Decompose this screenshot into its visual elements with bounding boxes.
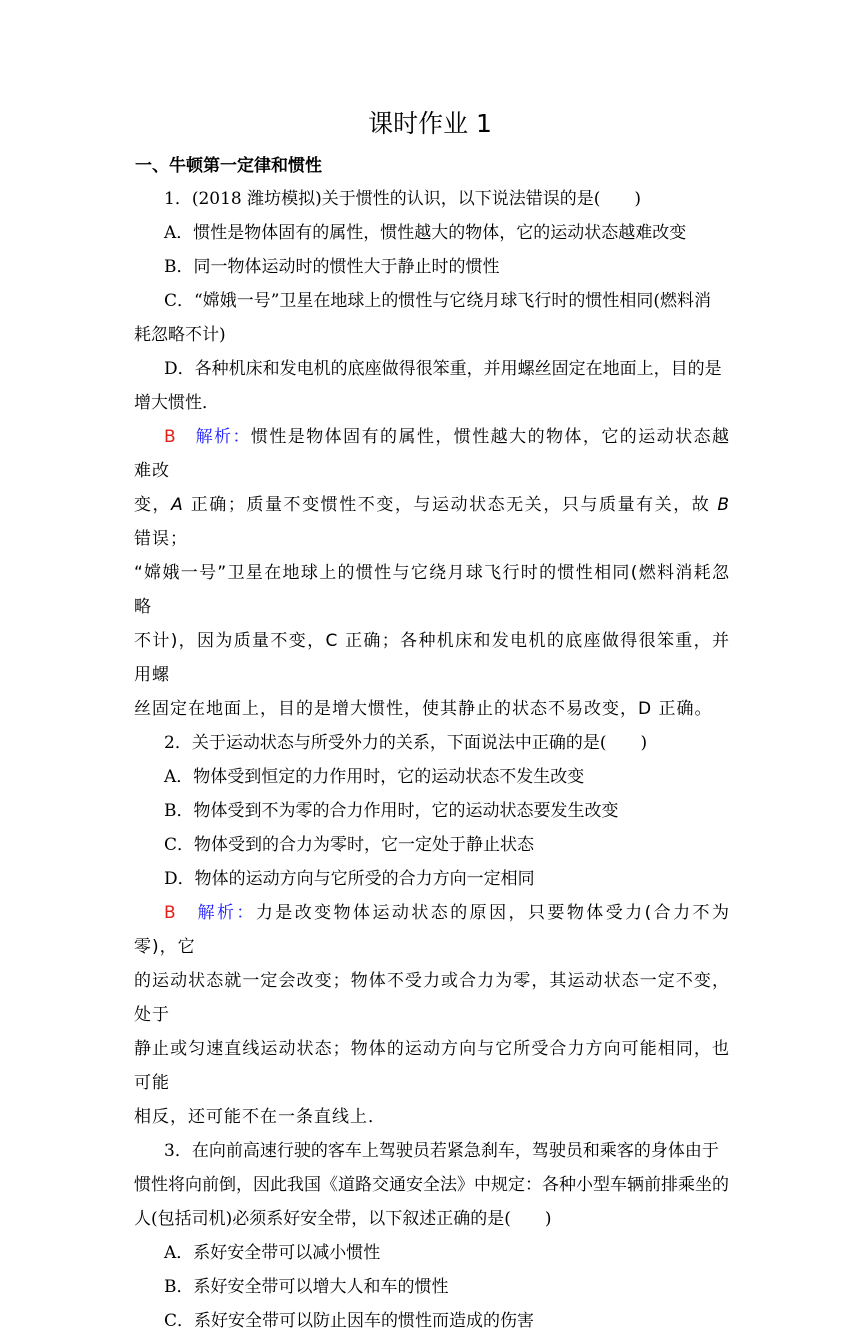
q1-explanation-line3: “嫦娥一号”卫星在地球上的惯性与它绕月球飞行时的惯性相同(燃料消耗忽略 <box>134 563 730 617</box>
q1-exp-text: 正确；质量不变惯性不变，与运动状态无关，只与质量有关，故 <box>183 495 718 515</box>
q1-answer: B <box>164 427 177 447</box>
q2-explanation-line2: 的运动状态就一定会改变；物体不受力或合力为零，其运动状态一定不变，处于 <box>134 971 730 1025</box>
q2-explanation-line4: 相反，还可能不在一条直线上． <box>134 1107 386 1127</box>
document-body <box>134 182 730 1338</box>
q3-stem-cont: 惯性将向前倒，因此我国《道路交通安全法》中规定：各种小型车辆前排乘坐的 <box>134 1175 729 1195</box>
q3-stem: 3．在向前高速行驶的客车上驾驶员若紧急刹车，驾驶员和乘客的身体由于 <box>164 1141 719 1161</box>
q1-option-d: D．各种机床和发电机的底座做得很笨重，并用螺丝固定在地面上，目的是 <box>164 359 722 379</box>
q3-option-a: A．系好安全带可以减小惯性 <box>164 1243 381 1263</box>
q1-option-a: A．惯性是物体固有的属性，惯性越大的物体，它的运动状态越难改变 <box>164 223 687 243</box>
q2-stem: 2．关于运动状态与所受外力的关系，下面说法中正确的是( ) <box>164 733 648 753</box>
q1-stem: 1．(2018 潍坊模拟)关于惯性的认识，以下说法错误的是( ) <box>164 189 642 209</box>
page-title: 课时作业 1 <box>368 109 492 138</box>
q2-explanation-line3: 静止或匀速直线运动状态；物体的运动方向与它所受合力方向可能相同，也可能 <box>134 1039 730 1093</box>
q2-option-b: B．物体受到不为零的合力作用时，它的运动状态要发生改变 <box>164 801 619 821</box>
section-heading: 一、牛顿第一定律和惯性 <box>135 156 322 176</box>
q1-option-c: C．“嫦娥一号”卫星在地球上的惯性与它绕月球飞行时的惯性相同(燃料消 <box>164 291 712 311</box>
q1-option-c-cont: 耗忽略不计) <box>134 325 226 345</box>
q2-option-d: D．物体的运动方向与它所受的合力方向一定相同 <box>164 869 535 889</box>
q1-option-d-cont: 增大惯性． <box>134 393 219 413</box>
q2-exp-text: 力是改变物体运动状态的原因，只要物体受力(合力不为零)，它 <box>134 903 730 957</box>
q1-exp-var: B <box>717 495 731 515</box>
q1-exp-text: 变， <box>134 495 172 515</box>
q1-explanation-line1 <box>134 420 730 488</box>
q1-explanation-line5: 丝固定在地面上，目的是增大惯性，使其静止的状态不易改变，D 正确。 <box>134 699 713 719</box>
q2-answer: B <box>164 903 177 923</box>
q3-stem-cont: 人(包括司机)必须系好安全带，以下叙述正确的是( ) <box>134 1209 552 1229</box>
q2-explanation-line1 <box>134 896 730 964</box>
q1-exp-var: A <box>171 495 184 515</box>
q1-exp-text: 惯性是物体固有的属性，惯性越大的物体，它的运动状态越难改 <box>134 427 731 481</box>
q1-exp-text: 错误； <box>134 529 188 549</box>
q2-option-c: C．物体受到的合力为零时，它一定处于静止状态 <box>164 835 535 855</box>
q1-explanation-line4: 不计)，因为质量不变，C 正确；各种机床和发电机的底座做得很笨重，并用螺 <box>134 631 730 685</box>
q2-explanation-label: 解析： <box>197 903 256 923</box>
q2-option-a: A．物体受到恒定的力作用时，它的运动状态不发生改变 <box>164 767 585 787</box>
q1-option-b: B．同一物体运动时的惯性大于静止时的惯性 <box>164 257 500 277</box>
q1-explanation-label: 解析： <box>195 427 251 447</box>
q1-explanation-line2 <box>134 488 730 556</box>
q3-option-b: B．系好安全带可以增大人和车的惯性 <box>164 1277 449 1297</box>
q3-option-c: C．系好安全带可以防止因车的惯性而造成的伤害 <box>164 1311 535 1331</box>
